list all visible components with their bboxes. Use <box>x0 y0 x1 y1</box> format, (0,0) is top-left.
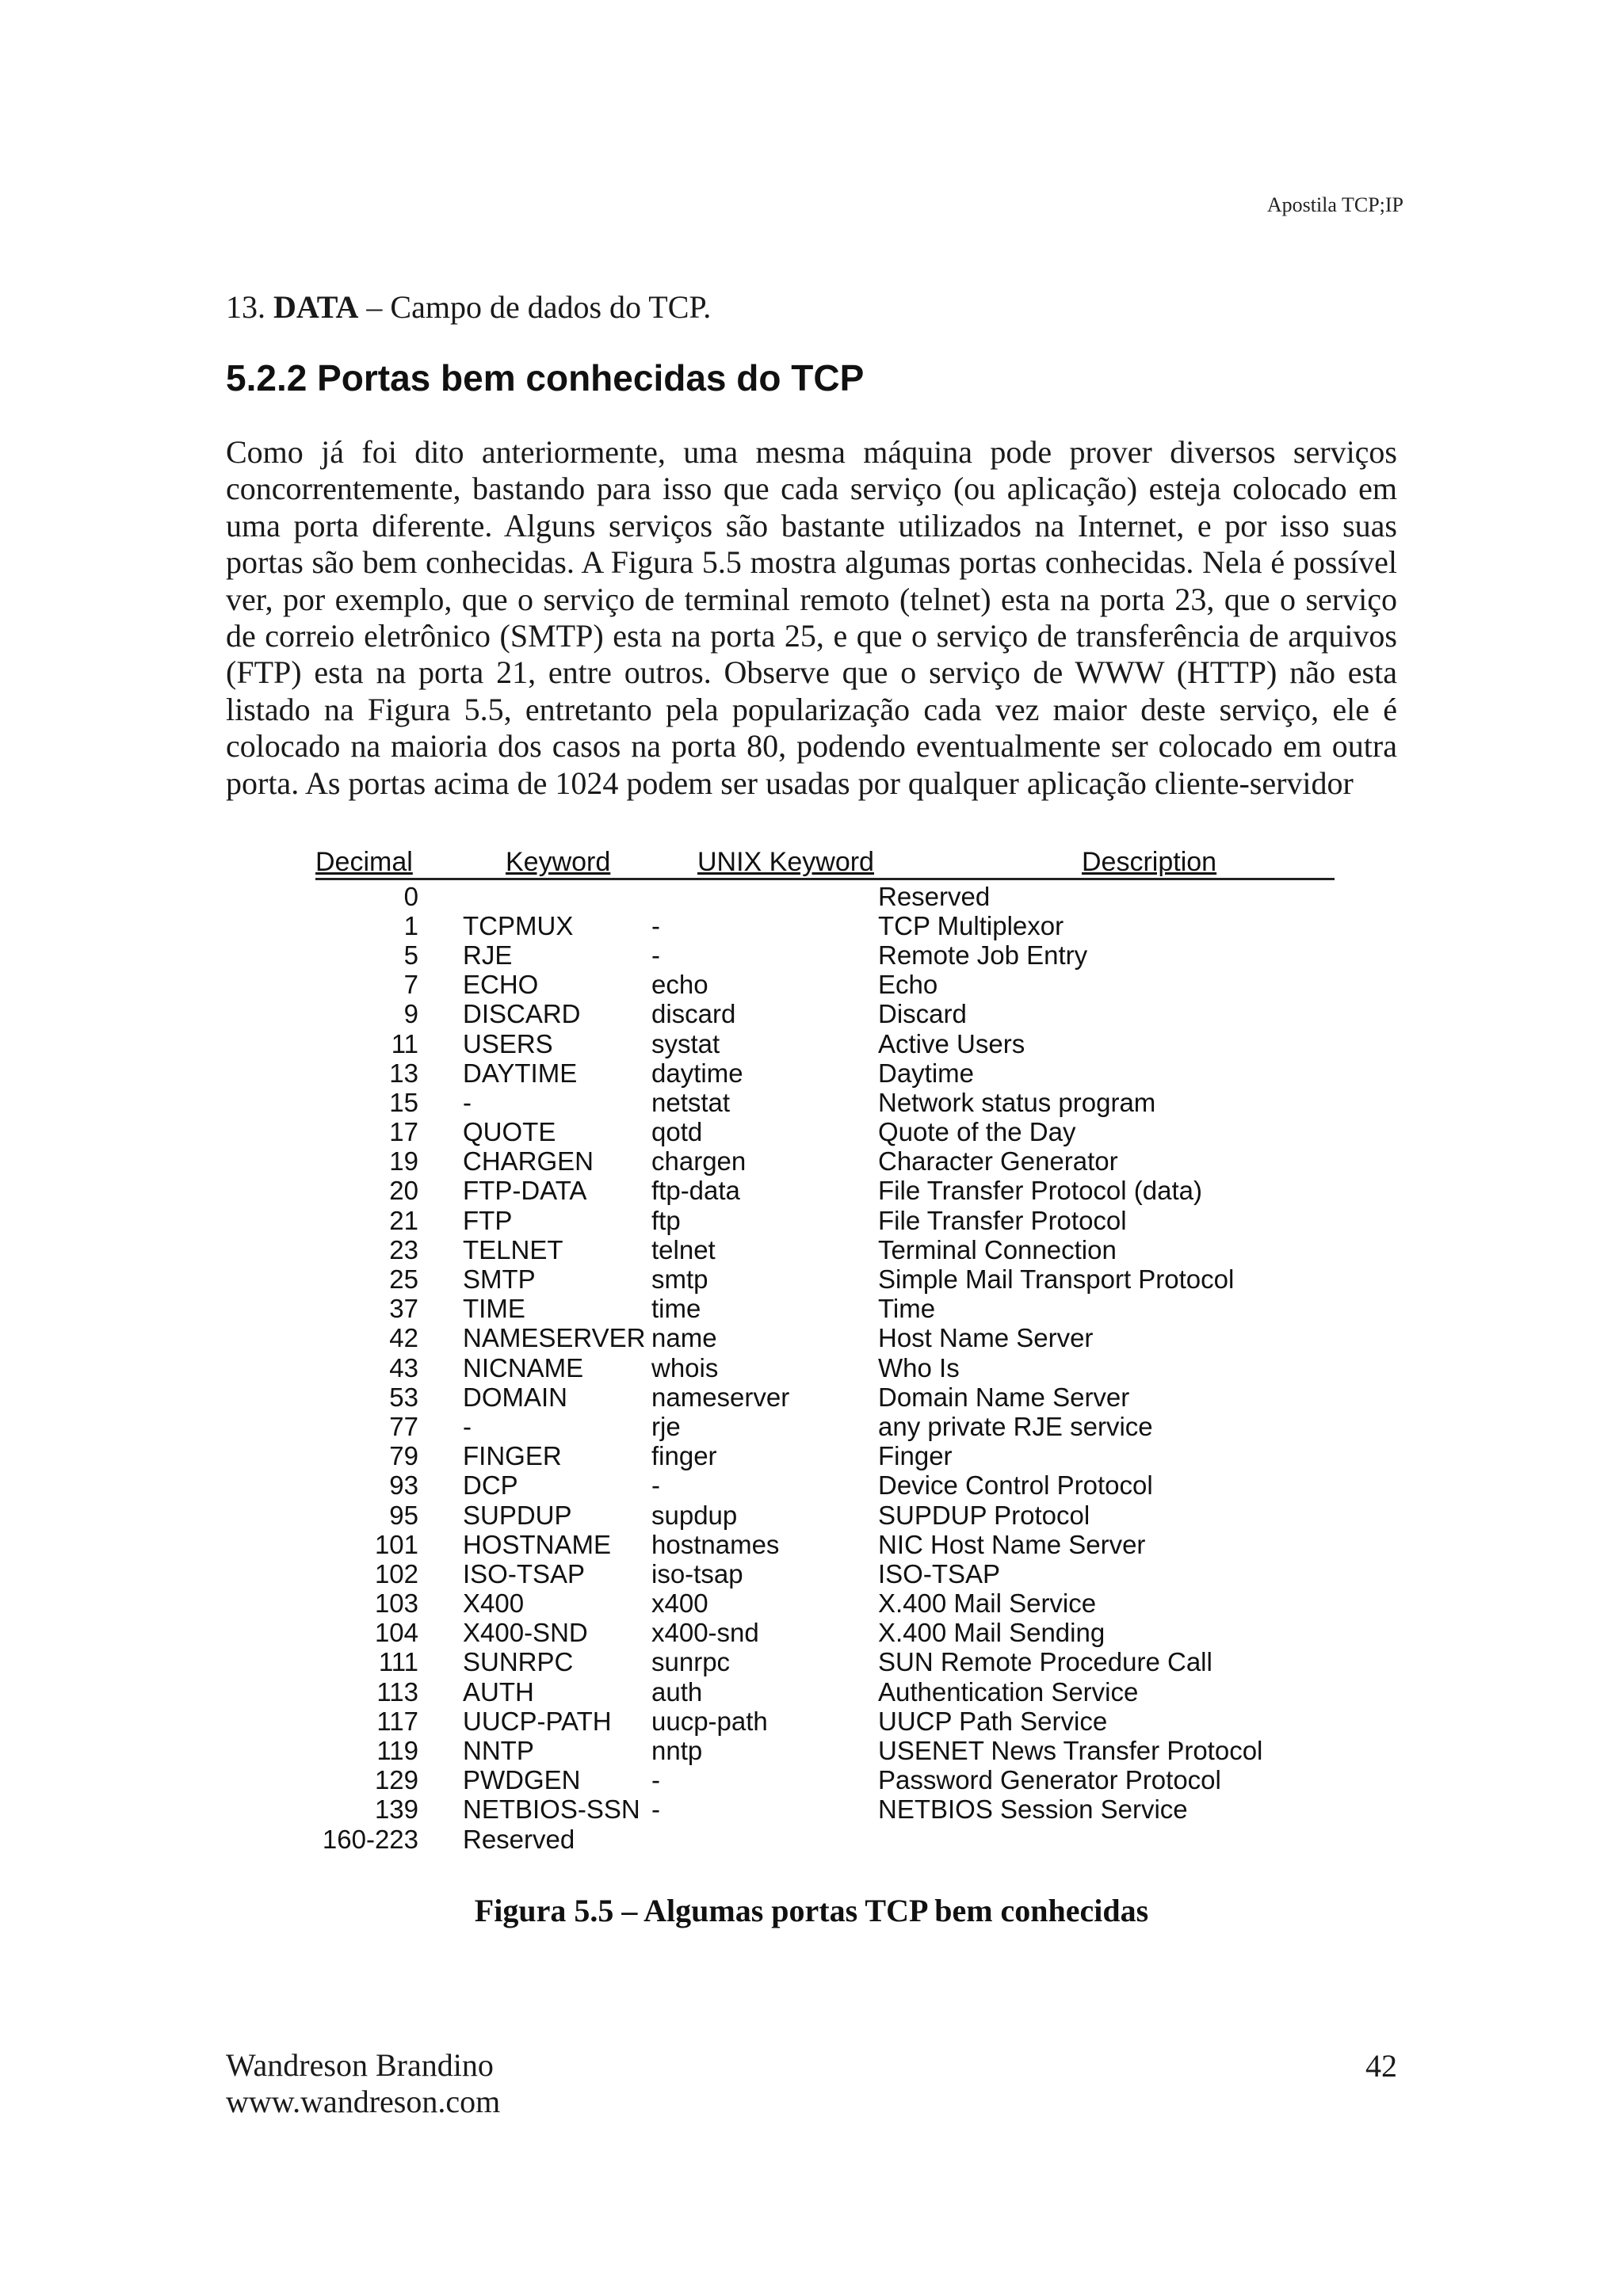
cell-unix-keyword: - <box>651 940 660 970</box>
cell-description: Who Is <box>878 1352 960 1383</box>
table-row <box>315 1442 1335 1471</box>
cell-unix-keyword: - <box>651 910 660 940</box>
cell-description: Daytime <box>878 1058 975 1088</box>
table-row <box>315 1795 1335 1825</box>
cell-decimal: 20 <box>389 1176 418 1206</box>
cell-description: Active Users <box>878 1028 1025 1058</box>
cell-unix-keyword: ftp-data <box>651 1176 740 1206</box>
cell-decimal: 11 <box>391 1028 418 1058</box>
cell-unix-keyword: whois <box>651 1352 719 1383</box>
cell-decimal: 77 <box>389 1411 418 1441</box>
cell-keyword: USERS <box>463 1028 553 1058</box>
cell-keyword: DOMAIN <box>463 1382 567 1412</box>
cell-keyword: Reserved <box>463 1824 575 1854</box>
cell-description: ISO-TSAP <box>878 1558 1001 1589</box>
header-unix-keyword: UNIX Keyword <box>697 847 874 877</box>
cell-decimal: 104 <box>374 1618 418 1648</box>
cell-keyword: FINGER <box>463 1441 562 1471</box>
table-header <box>315 838 1335 880</box>
cell-description: UUCP Path Service <box>878 1706 1108 1736</box>
table-row <box>315 1058 1335 1088</box>
cell-decimal: 79 <box>389 1441 418 1471</box>
cell-unix-keyword: hostnames <box>651 1529 780 1559</box>
table-row <box>315 1736 1335 1765</box>
cell-description: File Transfer Protocol <box>878 1205 1127 1235</box>
cell-keyword: - <box>463 1411 472 1441</box>
cell-description: Device Control Protocol <box>878 1470 1153 1501</box>
cell-unix-keyword: x400-snd <box>651 1618 759 1648</box>
table-row <box>315 1177 1335 1206</box>
cell-keyword: X400-SND <box>463 1618 588 1648</box>
table-row <box>315 1295 1335 1324</box>
cell-unix-keyword: nameserver <box>651 1382 790 1412</box>
ports-figure <box>315 838 1335 1854</box>
cell-decimal: 102 <box>374 1558 418 1589</box>
table-row <box>315 940 1335 970</box>
cell-decimal: 0 <box>403 881 418 911</box>
table-row <box>315 1324 1335 1353</box>
cell-keyword: TELNET <box>463 1234 563 1264</box>
cell-unix-keyword: systat <box>651 1028 720 1058</box>
figure-caption: Figura 5.5 – Algumas portas TCP bem conhecidas <box>474 1893 1149 1928</box>
cell-decimal: 103 <box>374 1589 418 1619</box>
cell-unix-keyword: nntp <box>651 1736 703 1766</box>
cell-keyword: AUTH <box>463 1676 534 1707</box>
cell-description: Domain Name Server <box>878 1382 1130 1412</box>
cell-decimal: 111 <box>378 1647 418 1677</box>
cell-keyword: SMTP <box>463 1264 536 1295</box>
cell-unix-keyword: supdup <box>651 1500 738 1530</box>
cell-decimal: 43 <box>389 1352 418 1383</box>
cell-decimal: 37 <box>389 1294 418 1324</box>
cell-description: Terminal Connection <box>878 1234 1117 1264</box>
cell-keyword: NNTP <box>463 1736 534 1766</box>
cell-description: Time <box>878 1294 936 1324</box>
cell-keyword: - <box>463 1087 472 1117</box>
cell-unix-keyword: finger <box>651 1441 717 1471</box>
running-header: Apostila TCP;IP <box>1266 193 1403 216</box>
cell-decimal: 42 <box>389 1323 418 1353</box>
cell-description: Remote Job Entry <box>878 940 1088 970</box>
cell-decimal: 129 <box>374 1765 418 1795</box>
cell-unix-keyword: discard <box>651 999 736 1029</box>
cell-keyword: DCP <box>463 1470 518 1501</box>
table-row <box>315 1206 1335 1235</box>
header-decimal: Decimal <box>315 847 413 877</box>
table-row <box>315 1501 1335 1530</box>
cell-keyword: TIME <box>463 1294 525 1324</box>
cell-unix-keyword: auth <box>651 1676 703 1707</box>
cell-keyword: PWDGEN <box>463 1765 581 1795</box>
table-row <box>315 1707 1335 1736</box>
footer-website: www.wandreson.com <box>226 2084 501 2119</box>
cell-decimal: 21 <box>389 1205 418 1235</box>
header-description: Description <box>1082 847 1217 877</box>
table-row <box>315 911 1335 940</box>
footer-author: Wandreson Brandino <box>226 2047 494 2083</box>
cell-decimal: 101 <box>374 1529 418 1559</box>
cell-decimal: 17 <box>389 1117 418 1147</box>
cell-keyword: ISO-TSAP <box>463 1558 586 1589</box>
cell-keyword: SUPDUP <box>463 1500 572 1530</box>
cell-unix-keyword: - <box>651 1765 660 1795</box>
item-description: – Campo de dados do TCP. <box>358 289 712 325</box>
table-row <box>315 1264 1335 1294</box>
table-row <box>315 1353 1335 1383</box>
cell-description: SUN Remote Procedure Call <box>878 1647 1212 1677</box>
cell-description: Quote of the Day <box>878 1117 1076 1147</box>
cell-unix-keyword: uucp-path <box>651 1706 768 1736</box>
cell-unix-keyword: ftp <box>651 1205 681 1235</box>
cell-description: Echo <box>878 970 938 1000</box>
cell-keyword: NICNAME <box>463 1352 584 1383</box>
cell-decimal: 23 <box>389 1234 418 1264</box>
table-row <box>315 1589 1335 1619</box>
cell-unix-keyword: iso-tsap <box>651 1558 743 1589</box>
table-row <box>315 1029 1335 1058</box>
item-number: 13. <box>226 289 265 325</box>
cell-decimal: 119 <box>376 1736 418 1766</box>
cell-description: Finger <box>878 1441 953 1471</box>
cell-decimal: 9 <box>403 999 418 1029</box>
cell-description: USENET News Transfer Protocol <box>878 1736 1263 1766</box>
cell-unix-keyword: sunrpc <box>651 1647 731 1677</box>
cell-decimal: 15 <box>389 1087 418 1117</box>
table-row <box>315 1559 1335 1589</box>
cell-unix-keyword: name <box>651 1323 717 1353</box>
cell-decimal: 95 <box>389 1500 418 1530</box>
cell-description: Reserved <box>878 881 991 911</box>
cell-description: NIC Host Name Server <box>878 1529 1146 1559</box>
cell-description: Password Generator Protocol <box>878 1765 1221 1795</box>
item-term: DATA <box>273 289 359 325</box>
table-row <box>315 1118 1335 1147</box>
cell-description: TCP Multiplexor <box>878 910 1064 940</box>
cell-description: Authentication Service <box>878 1676 1139 1707</box>
cell-decimal: 160-223 <box>322 1824 418 1854</box>
cell-unix-keyword: chargen <box>651 1146 747 1177</box>
cell-description: X.400 Mail Service <box>878 1589 1097 1619</box>
table-row <box>315 1825 1335 1854</box>
cell-decimal: 7 <box>403 970 418 1000</box>
cell-description: X.400 Mail Sending <box>878 1618 1106 1648</box>
cell-decimal: 117 <box>376 1706 418 1736</box>
body-paragraph: Como já foi dito anteriormente, uma mesma máquina pode prover diversos serviços concorrentemente, bastando para isso que cada serviço (ou aplicação) esteja colocado em uma porta diferente. Alguns serviços são bastante utilizados na Internet, e por isso suas portas são bem conhecidas. A Figura 5.5 mostra algumas portas conhecidas. Nela é possível ver, por exemplo, que o serviço de terminal remoto (telnet) esta na porta 23, que o serviço de correio eletrônico (SMTP) esta na porta 25, e que o serviço de transferência de arquivos (FTP) esta na porta 21, entre outros. Observe que o serviço de WWW (HTTP) não esta listado na Figura 5.5, entretanto pela popularização cada vez maior deste serviço, ele é colocado na maioria dos casos na porta 80, podendo eventualmente ser colocado em outra porta. As portas acima de 1024 podem ser usadas por qualquer aplicação cliente-servidor <box>226 434 1397 801</box>
table-row <box>315 1412 1335 1441</box>
cell-keyword: X400 <box>463 1589 525 1619</box>
cell-unix-keyword: telnet <box>651 1234 716 1264</box>
table-row <box>315 1619 1335 1648</box>
cell-keyword: TCPMUX <box>463 910 574 940</box>
table-body <box>315 880 1335 1854</box>
footer-author-block <box>226 2047 500 2120</box>
cell-keyword: HOSTNAME <box>463 1529 612 1559</box>
cell-unix-keyword: netstat <box>651 1087 731 1117</box>
cell-keyword: NETBIOS-SSN <box>463 1794 640 1825</box>
table-row <box>315 1147 1335 1177</box>
table-row <box>315 1088 1335 1117</box>
cell-description: File Transfer Protocol (data) <box>878 1176 1202 1206</box>
cell-unix-keyword: time <box>651 1294 701 1324</box>
cell-keyword: ECHO <box>463 970 539 1000</box>
cell-keyword: DISCARD <box>463 999 581 1029</box>
cell-decimal: 25 <box>389 1264 418 1295</box>
table-row <box>315 971 1335 1000</box>
cell-description: Character Generator <box>878 1146 1118 1177</box>
cell-decimal: 53 <box>389 1382 418 1412</box>
cell-unix-keyword: rje <box>651 1411 681 1441</box>
cell-description: Network status program <box>878 1087 1156 1117</box>
cell-unix-keyword: x400 <box>651 1589 708 1619</box>
cell-decimal: 113 <box>376 1676 418 1707</box>
cell-keyword: SUNRPC <box>463 1647 574 1677</box>
section-heading: 5.2.2 Portas bem conhecidas do TCP <box>226 357 865 399</box>
cell-decimal: 93 <box>389 1470 418 1501</box>
cell-unix-keyword: - <box>651 1470 660 1501</box>
cell-description: SUPDUP Protocol <box>878 1500 1090 1530</box>
cell-description: Discard <box>878 999 967 1029</box>
cell-keyword: UUCP-PATH <box>463 1706 612 1736</box>
cell-keyword: FTP <box>463 1205 513 1235</box>
table-row <box>315 1235 1335 1264</box>
table-row <box>315 1766 1335 1795</box>
cell-keyword: RJE <box>463 940 513 970</box>
cell-decimal: 13 <box>389 1058 418 1088</box>
table-row <box>315 1530 1335 1559</box>
cell-decimal: 1 <box>403 910 418 940</box>
page-number: 42 <box>1365 2048 1397 2084</box>
cell-unix-keyword: echo <box>651 970 708 1000</box>
cell-unix-keyword: daytime <box>651 1058 743 1088</box>
cell-keyword: QUOTE <box>463 1117 556 1147</box>
table-row <box>315 882 1335 911</box>
table-row <box>315 1000 1335 1029</box>
table-row <box>315 1471 1335 1501</box>
table-row <box>315 1677 1335 1707</box>
cell-description: any private RJE service <box>878 1411 1153 1441</box>
header-keyword: Keyword <box>506 847 611 877</box>
cell-decimal: 19 <box>389 1146 418 1177</box>
cell-keyword: NAMESERVER <box>463 1323 646 1353</box>
list-item-13 <box>226 288 711 326</box>
cell-description: NETBIOS Session Service <box>878 1794 1188 1825</box>
table-row <box>315 1383 1335 1412</box>
cell-unix-keyword: qotd <box>651 1117 703 1147</box>
table-row <box>315 1648 1335 1677</box>
cell-decimal: 5 <box>403 940 418 970</box>
cell-unix-keyword: smtp <box>651 1264 708 1295</box>
cell-keyword: FTP-DATA <box>463 1176 587 1206</box>
cell-keyword: DAYTIME <box>463 1058 578 1088</box>
cell-decimal: 139 <box>374 1794 418 1825</box>
cell-keyword: CHARGEN <box>463 1146 594 1177</box>
cell-description: Host Name Server <box>878 1323 1094 1353</box>
cell-description: Simple Mail Transport Protocol <box>878 1264 1235 1295</box>
cell-unix-keyword: - <box>651 1794 660 1825</box>
